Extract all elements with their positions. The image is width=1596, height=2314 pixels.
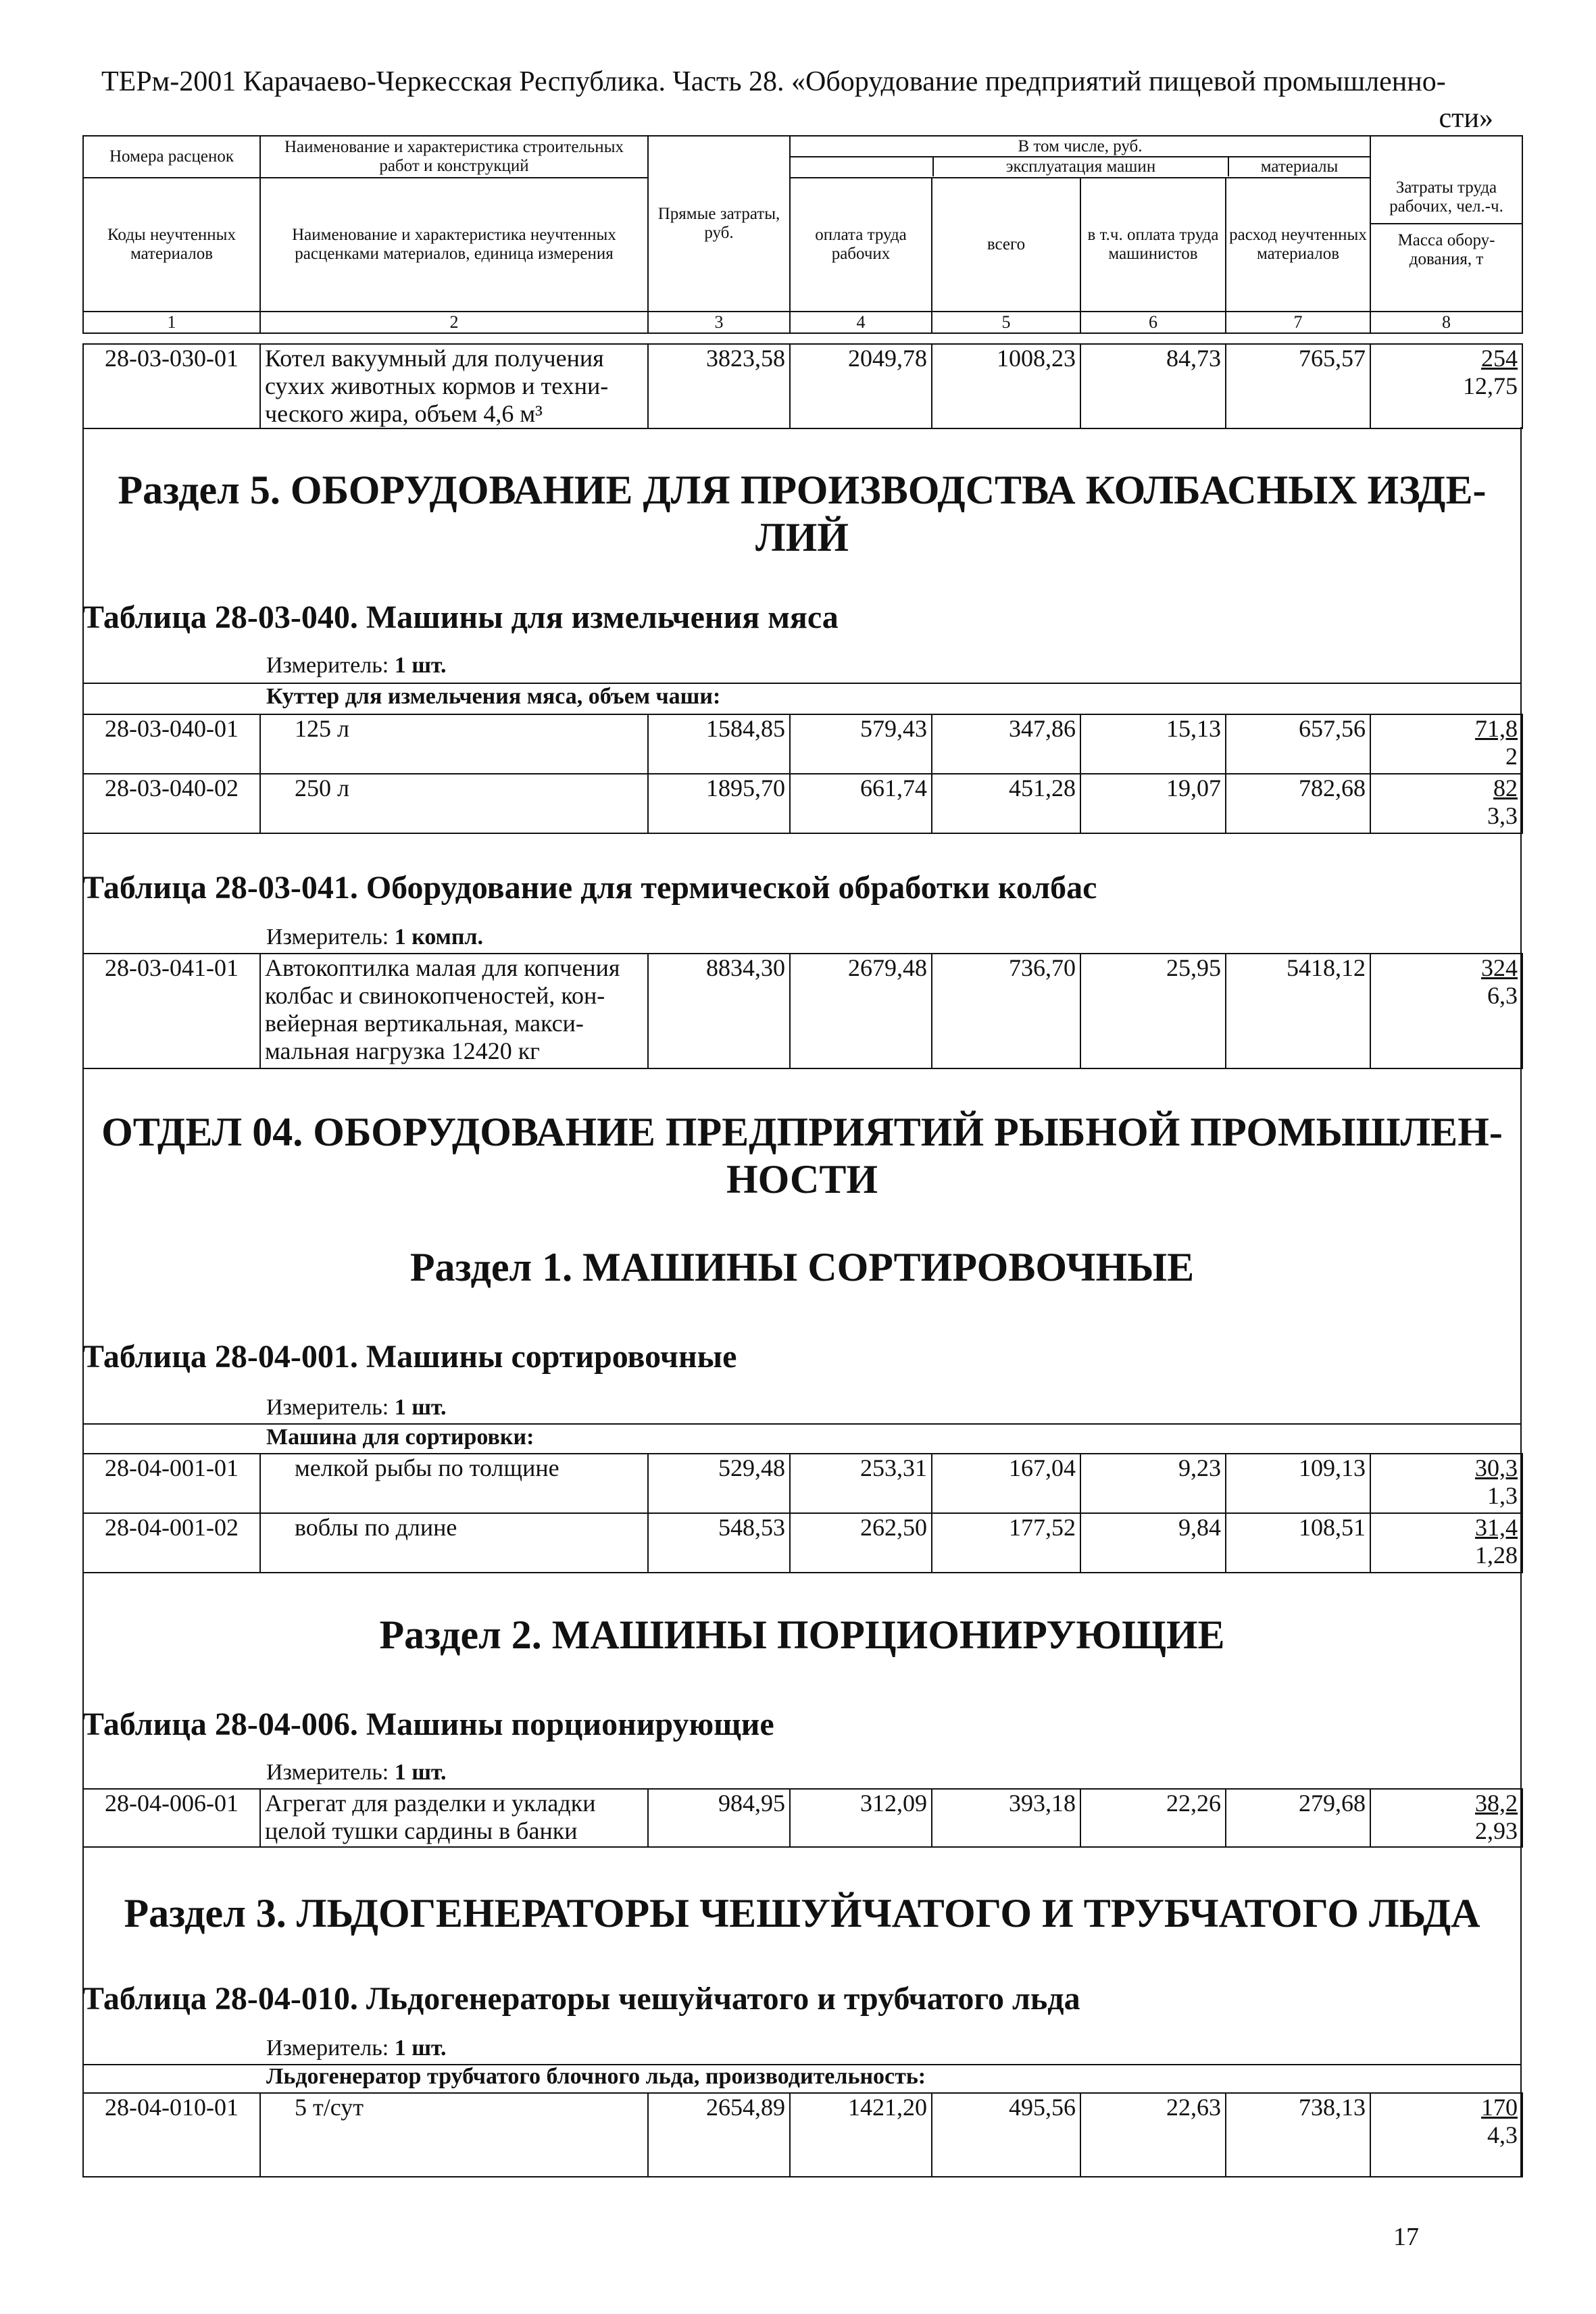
- rate-code: 28-03-040-02: [83, 774, 260, 833]
- operator-pay: 25,95: [1080, 954, 1226, 1068]
- col-number: 6: [1080, 312, 1226, 333]
- worker-pay: 2049,78: [790, 344, 932, 428]
- rate-name: 125 л: [260, 714, 648, 774]
- operator-pay: 84,73: [1080, 344, 1226, 428]
- section-heading: Раздел 5. ОБОРУДОВАНИЕ ДЛЯ ПРОИЗВОДСТВА КОЛБАСНЫХ ИЗДЕ- ЛИЙ: [118, 468, 1487, 560]
- machines-total: 393,18: [932, 1789, 1080, 1847]
- rate-code: 28-04-010-01: [83, 2093, 260, 2177]
- page-number: 17: [1393, 2223, 1419, 2251]
- rate-name: Автокоптилка малая для копчения колбас и свинокопченостей, кон- вейерная вертикальная, макси- мальная нагрузка 12420 кг: [260, 954, 648, 1068]
- operator-pay: 9,23: [1080, 1454, 1226, 1513]
- rate-name: мелкой рыбы по толщине: [260, 1454, 648, 1513]
- rate-code: 28-04-001-01: [83, 1454, 260, 1513]
- col-number: 1: [83, 312, 260, 333]
- section-heading: Раздел 3. ЛЬДОГЕНЕРАТОРЫ ЧЕШУЙЧАТОГО И ТРУБЧАТОГО ЛЬДА: [124, 1891, 1480, 1936]
- col-material-use-header: расход неучтенных материалов: [1226, 178, 1370, 312]
- section-heading: Раздел 2. МАШИНЫ ПОРЦИОНИРУЮЩИЕ: [379, 1613, 1225, 1657]
- document-header: [101, 65, 1493, 134]
- table-row: [83, 2093, 1522, 2177]
- col-machines-total-header: всего: [932, 178, 1080, 312]
- rate-code: 28-03-030-01: [83, 344, 260, 428]
- document-title: ТЕРм-2001 Карачаево-Черкесская Республика. Часть 28. «Оборудование предприятий пищевой промышленно-: [101, 66, 1446, 97]
- col-number: 8: [1370, 312, 1522, 333]
- table-heading: Таблица 28-03-041. Оборудование для термической обработки колбас: [82, 870, 1097, 906]
- labor-hours-mass: 31,4 1,28: [1370, 1513, 1522, 1573]
- measure-unit: Измеритель: 1 шт.: [266, 2036, 447, 2061]
- machines-total: 495,56: [932, 2093, 1080, 2177]
- measure-unit: Измеритель: 1 шт.: [266, 653, 447, 678]
- materials: 5418,12: [1226, 954, 1370, 1068]
- labor-hours-mass: 38,2 2,93: [1370, 1789, 1522, 1847]
- operator-pay: 19,07: [1080, 774, 1226, 833]
- rate-name: Агрегат для разделки и укладки целой тушки сардины в банки: [260, 1789, 648, 1847]
- labor-hours-mass: 71,8 2: [1370, 714, 1522, 774]
- materials: 738,13: [1226, 2093, 1370, 2177]
- table-heading: Таблица 28-04-001. Машины сортировочные: [82, 1339, 737, 1375]
- labor-hours-mass: 82 3,3: [1370, 774, 1522, 833]
- rate-table: [82, 2092, 1523, 2177]
- table-row: [83, 344, 1522, 428]
- operator-pay: 15,13: [1080, 714, 1226, 774]
- rate-name: воблы по длине: [260, 1513, 648, 1573]
- subheader: Куттер для измельчения мяса, объем чаши:: [266, 684, 721, 709]
- table-row: [83, 954, 1522, 1068]
- col-direct-costs-header: Прямые затраты, руб.: [648, 136, 790, 312]
- col-rate-number-header: Номера расценок: [83, 136, 260, 178]
- rate-code: 28-03-040-01: [83, 714, 260, 774]
- table-heading: Таблица 28-03-040. Машины для измельчения мяса: [82, 599, 839, 635]
- worker-pay: 1421,20: [790, 2093, 932, 2177]
- col-labor-hours-header: Затраты труда рабочих, чел.-ч. Масса обору-дования, т: [1370, 136, 1522, 312]
- worker-pay: 2679,48: [790, 954, 932, 1068]
- machines-total: 177,52: [932, 1513, 1080, 1573]
- col-number: 5: [932, 312, 1080, 333]
- direct-costs: 529,48: [648, 1454, 790, 1513]
- machines-total: 736,70: [932, 954, 1080, 1068]
- machines-total: 451,28: [932, 774, 1080, 833]
- col-worker-pay-header: оплата труда рабочих: [790, 178, 932, 312]
- rate-table: [82, 1788, 1523, 1848]
- table-heading: Таблица 28-04-006. Машины порционирующие: [82, 1706, 774, 1742]
- col-material-name-header: Наименование и характеристика неучтенных расценками материалов, единица измерения: [260, 178, 648, 312]
- col-including-group-header: В том числе, руб. эксплуатация машин материалы: [790, 136, 1370, 178]
- direct-costs: 1895,70: [648, 774, 790, 833]
- col-number: 7: [1226, 312, 1370, 333]
- col-machines-header: эксплуатация машин: [934, 157, 1229, 176]
- direct-costs: 548,53: [648, 1513, 790, 1573]
- table-heading: Таблица 28-04-010. Льдогенераторы чешуйчатого и трубчатого льда: [82, 1981, 1080, 2017]
- rate-code: 28-04-001-02: [83, 1513, 260, 1573]
- col-number: 3: [648, 312, 790, 333]
- measure-unit: Измеритель: 1 шт.: [266, 1760, 447, 1785]
- worker-pay: 262,50: [790, 1513, 932, 1573]
- operator-pay: 9,84: [1080, 1513, 1226, 1573]
- rate-name: 5 т/сут: [260, 2093, 648, 2177]
- materials: 108,51: [1226, 1513, 1370, 1573]
- worker-pay: 253,31: [790, 1454, 932, 1513]
- labor-hours-mass: 324 6,3: [1370, 954, 1522, 1068]
- subheader: Машина для сортировки:: [266, 1425, 534, 1450]
- labor-hours-mass: 254 12,75: [1370, 344, 1522, 428]
- col-number: 4: [790, 312, 932, 333]
- direct-costs: 2654,89: [648, 2093, 790, 2177]
- labor-hours-mass: 170 4,3: [1370, 2093, 1522, 2177]
- document-title-continuation: сти»: [1439, 103, 1493, 134]
- department-heading: ОТДЕЛ 04. ОБОРУДОВАНИЕ ПРЕДПРИЯТИЙ РЫБНОЙ ПРОМЫШЛЕН- НОСТИ: [101, 1110, 1503, 1202]
- measure-unit: Измеритель: 1 шт.: [266, 1395, 447, 1420]
- rate-table: [82, 343, 1523, 429]
- rate-name: Котел вакуумный для получения сухих животных кормов и техни- ческого жира, объем 4,6 м³: [260, 344, 648, 428]
- col-number: 2: [260, 312, 648, 333]
- worker-pay: 661,74: [790, 774, 932, 833]
- direct-costs: 1584,85: [648, 714, 790, 774]
- table-row: [83, 1454, 1522, 1513]
- rate-table: [82, 714, 1523, 834]
- materials: 279,68: [1226, 1789, 1370, 1847]
- rate-code: 28-04-006-01: [83, 1789, 260, 1847]
- materials: 109,13: [1226, 1454, 1370, 1513]
- worker-pay: 312,09: [790, 1789, 932, 1847]
- col-materials-header: материалы: [1260, 157, 1339, 176]
- materials: 657,56: [1226, 714, 1370, 774]
- col-name-header: Наименование и характеристика строительных работ и конструкций: [260, 136, 648, 178]
- rate-table: [82, 1453, 1523, 1573]
- rate-code: 28-03-041-01: [83, 954, 260, 1068]
- direct-costs: 984,95: [648, 1789, 790, 1847]
- rate-name: 250 л: [260, 774, 648, 833]
- materials: 782,68: [1226, 774, 1370, 833]
- table-row: [83, 1513, 1522, 1573]
- machines-total: 1008,23: [932, 344, 1080, 428]
- direct-costs: 8834,30: [648, 954, 790, 1068]
- operator-pay: 22,63: [1080, 2093, 1226, 2177]
- direct-costs: 3823,58: [648, 344, 790, 428]
- column-header-table: [82, 135, 1523, 334]
- table-row: [83, 774, 1522, 833]
- labor-hours-mass: 30,3 1,3: [1370, 1454, 1522, 1513]
- machines-total: 167,04: [932, 1454, 1080, 1513]
- worker-pay: 579,43: [790, 714, 932, 774]
- materials: 765,57: [1226, 344, 1370, 428]
- subheader: Льдогенератор трубчатого блочного льда, производительность:: [266, 2064, 926, 2089]
- section-heading: Раздел 1. МАШИНЫ СОРТИРОВОЧНЫЕ: [409, 1245, 1195, 1289]
- table-row: [83, 714, 1522, 774]
- table-row: [83, 1789, 1522, 1847]
- machines-total: 347,86: [932, 714, 1080, 774]
- measure-unit: Измеритель: 1 компл.: [266, 925, 484, 950]
- operator-pay: 22,26: [1080, 1789, 1226, 1847]
- col-material-codes-header: Коды неучтенных материалов: [83, 178, 260, 312]
- col-operator-pay-header: в т.ч. оплата труда машинистов: [1080, 178, 1226, 312]
- rate-table: [82, 953, 1523, 1069]
